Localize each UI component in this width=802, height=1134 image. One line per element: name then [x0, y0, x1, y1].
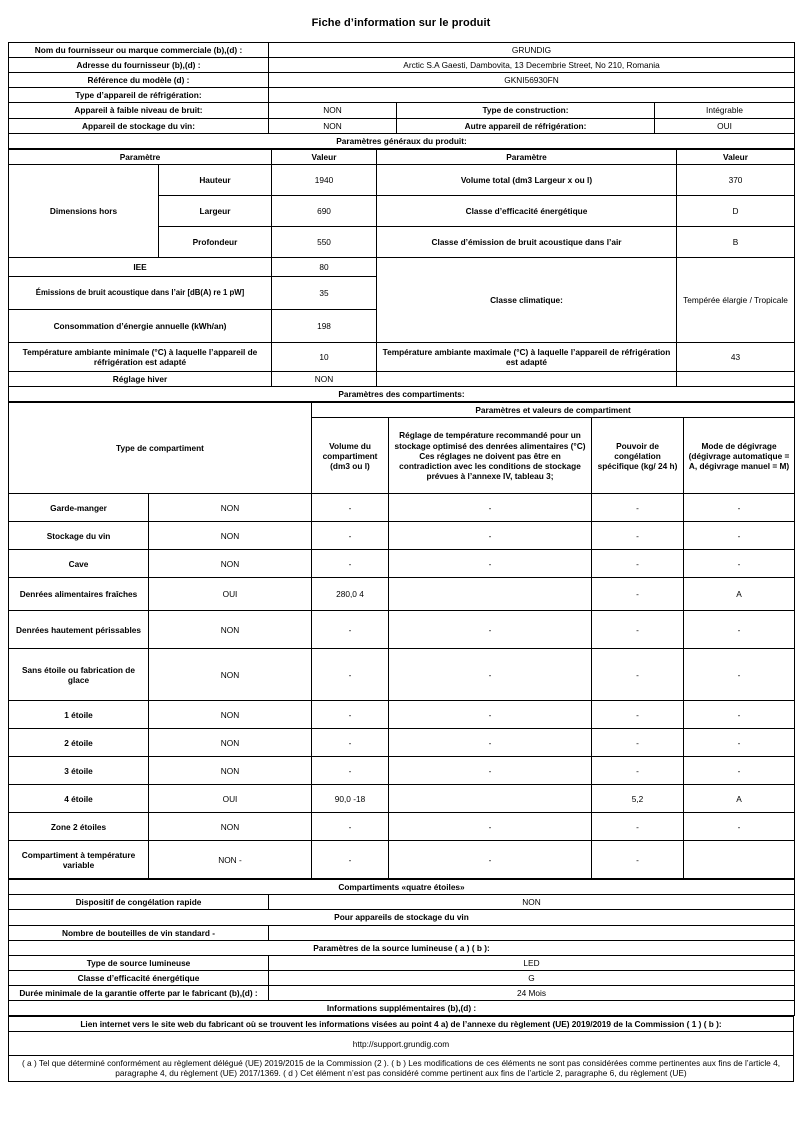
wine-bottles-value: [269, 925, 795, 940]
compartment-type-cell: Garde-manger: [9, 494, 149, 522]
table-row: [9, 133, 795, 148]
compartment-temperature-cell: -: [389, 841, 592, 879]
compartment-defrost-cell: -: [684, 701, 795, 729]
table-row: [9, 257, 795, 276]
compartment-type-cell: 2 étoile: [9, 729, 149, 757]
compartment-present-cell: OUI: [149, 578, 312, 611]
acoustic-noise-label: Émissions de bruit acoustique dans l’air [dB(A) re 1 pW]: [9, 276, 272, 309]
climate-class-value: Tempérée élargie / Tropicale: [677, 257, 795, 342]
light-source-section-title: Paramètres de la source lumineuse ( a ) ( b ):: [9, 940, 795, 955]
table-row: [9, 342, 795, 371]
table-row: [9, 880, 795, 895]
compartment-defrost-cell: -: [684, 729, 795, 757]
table-row: [9, 729, 795, 757]
compartment-present-cell: NON -: [149, 841, 312, 879]
compartments-table: [8, 402, 795, 879]
warranty-label: Durée minimale de la garantie offerte par le fabricant (b),(d) :: [9, 985, 269, 1000]
table-row: [9, 1056, 794, 1081]
compartment-volume-cell: -: [312, 649, 389, 701]
compartment-temperature-cell: -: [389, 522, 592, 550]
compartment-temperature-cell: -: [389, 611, 592, 649]
table-row: [9, 841, 795, 879]
iee-value: 80: [272, 257, 377, 276]
compartment-present-cell: NON: [149, 649, 312, 701]
table-row: [9, 985, 795, 1000]
table-row: [9, 73, 795, 88]
compartment-type-cell: 4 étoile: [9, 785, 149, 813]
compartment-type-cell: Sans étoile ou fabrication de glace: [9, 649, 149, 701]
depth-value: 550: [272, 226, 377, 257]
compartment-freezing-cell: -: [592, 578, 684, 611]
footnotes-text: ( a ) Tel que déterminé conformément au règlement délégué (UE) 2019/2015 de la Commission (2 ). ( b ) Les modifications de ces éléments ne sont pas considérées comme pertinentes aux fins de l’article 4, paragraphe 4, du règlement (UE) 2017/1369. ( d ) Cet élément n’est pas considéré comme pertinent aux fins de l’article 2, paragraphe 6, du règlement (UE): [9, 1056, 794, 1081]
winter-setting-spacer-right: [677, 371, 795, 386]
compartment-values-group-header: Paramètres et valeurs de compartiment: [312, 403, 795, 418]
table-row: [9, 895, 795, 910]
compartment-defrost-cell: A: [684, 785, 795, 813]
compartment-temperature-cell: -: [389, 494, 592, 522]
table-row: [9, 494, 795, 522]
table-row: [9, 403, 795, 418]
fast-freeze-value: NON: [269, 895, 795, 910]
table-row: [9, 1001, 795, 1016]
manufacturer-link-value[interactable]: http://support.grundig.com: [9, 1032, 794, 1056]
noise-class-label: Classe d’émission de bruit acoustique dans l’air: [377, 226, 677, 257]
winter-setting-label: Réglage hiver: [9, 371, 272, 386]
noise-class-value: B: [677, 226, 795, 257]
annual-energy-label: Consommation d’énergie annuelle (kWh/an): [9, 309, 272, 342]
compartment-temperature-cell: -: [389, 550, 592, 578]
compartment-present-cell: NON: [149, 522, 312, 550]
compartment-volume-cell: 90,0 -18: [312, 785, 389, 813]
max-ambient-temp-label: Température ambiante maximale (°C) à laquelle l’appareil de réfrigération est adapté: [377, 342, 677, 371]
compartment-volume-cell: -: [312, 550, 389, 578]
table-row: [9, 955, 795, 970]
compartment-freezing-cell: -: [592, 550, 684, 578]
compartment-type-cell: Cave: [9, 550, 149, 578]
compartment-present-cell: NON: [149, 550, 312, 578]
additional-info-section-title: Informations supplémentaires (b),(d) :: [9, 1001, 795, 1016]
compartment-temperature-cell: -: [389, 757, 592, 785]
value-left-header: Valeur: [272, 149, 377, 164]
compartment-temperature-cell: -: [389, 649, 592, 701]
compartment-freezing-cell: -: [592, 729, 684, 757]
table-row: [9, 103, 795, 118]
table-row: [9, 649, 795, 701]
compartment-temperature-cell: -: [389, 729, 592, 757]
compartment-type-cell: Denrées alimentaires fraîches: [9, 578, 149, 611]
winter-setting-spacer-left: [377, 371, 677, 386]
table-row: [9, 164, 795, 195]
compartment-present-cell: NON: [149, 701, 312, 729]
table-row: [9, 1017, 794, 1032]
general-parameters-section-title: Paramètres généraux du produit:: [9, 133, 795, 148]
compartment-present-cell: NON: [149, 494, 312, 522]
compartment-freezing-cell: -: [592, 649, 684, 701]
compartments-section-title: Paramètres des compartiments:: [9, 386, 795, 401]
table-row: [9, 611, 795, 649]
construction-type-label: Type de construction:: [397, 103, 655, 118]
light-efficiency-label: Classe d’efficacité énergétique: [9, 970, 269, 985]
compartment-freezing-header: Pouvoir de congélation spécifique (kg/ 24 h): [592, 418, 684, 494]
winter-setting-value: NON: [272, 371, 377, 386]
table-row: [9, 522, 795, 550]
compartment-volume-cell: -: [312, 701, 389, 729]
table-row: [9, 925, 795, 940]
appliance-type-label: Type d’appareil de réfrigération:: [9, 88, 269, 103]
compartment-present-cell: NON: [149, 729, 312, 757]
table-row: [9, 88, 795, 103]
page-title: Fiche d’information sur le produit: [311, 17, 491, 29]
compartment-present-cell: NON: [149, 757, 312, 785]
warranty-value: 24 Mois: [269, 985, 795, 1000]
compartment-temperature-cell: [389, 578, 592, 611]
table-row: [9, 118, 795, 133]
compartment-type-header: Type de compartiment: [9, 403, 312, 494]
width-value: 690: [272, 195, 377, 226]
compartment-type-cell: Denrées hautement périssables: [9, 611, 149, 649]
compartment-freezing-cell: -: [592, 522, 684, 550]
compartment-temperature-cell: -: [389, 813, 592, 841]
supplier-name-label: Nom du fournisseur ou marque commerciale (b),(d) :: [9, 43, 269, 58]
table-row: [9, 550, 795, 578]
supplier-address-label: Adresse du fournisseur (b),(d) :: [9, 58, 269, 73]
compartment-defrost-cell: -: [684, 522, 795, 550]
compartment-defrost-cell: A: [684, 578, 795, 611]
param-left-header: Paramètre: [9, 149, 272, 164]
compartment-defrost-cell: -: [684, 649, 795, 701]
compartment-freezing-cell: -: [592, 494, 684, 522]
table-row: [9, 149, 795, 164]
compartment-defrost-cell: [684, 841, 795, 879]
compartment-type-cell: Zone 2 étoiles: [9, 813, 149, 841]
appliance-type-value: [269, 88, 795, 103]
table-row: [9, 910, 795, 925]
table-row: [9, 1032, 794, 1056]
manufacturer-link-header: Lien internet vers le site web du fabricant où se trouvent les informations visées au point 4 a) de l’annexe du règlement (UE) 2019/2019 de la Commission ( 1 ) ( b ):: [9, 1017, 794, 1032]
compartment-type-cell: 1 étoile: [9, 701, 149, 729]
compartment-volume-cell: -: [312, 494, 389, 522]
compartment-present-cell: OUI: [149, 785, 312, 813]
total-volume-value: 370: [677, 164, 795, 195]
table-row: [9, 371, 795, 386]
table-row: [9, 970, 795, 985]
general-parameters-table: [8, 149, 795, 402]
wine-storage-value: NON: [269, 118, 397, 133]
table-row: [9, 58, 795, 73]
wine-section-title: Pour appareils de stockage du vin: [9, 910, 795, 925]
compartment-defrost-cell: -: [684, 550, 795, 578]
compartment-freezing-cell: -: [592, 701, 684, 729]
climate-class-label: Classe climatique:: [490, 294, 563, 305]
total-volume-label: Volume total (dm3 Largeur x ou l): [377, 164, 677, 195]
compartment-type-cell: Stockage du vin: [9, 522, 149, 550]
manufacturer-link-table: [8, 1016, 794, 1081]
compartment-type-cell: Compartiment à température variable: [9, 841, 149, 879]
supplier-address-value: Arctic S.A Gaesti, Dambovita, 13 Decembrie Street, No 210, Romania: [269, 58, 795, 73]
compartment-freezing-cell: -: [592, 757, 684, 785]
annual-energy-value: 198: [272, 309, 377, 342]
model-reference-value: GKNI56930FN: [269, 73, 795, 88]
compartment-volume-cell: -: [312, 729, 389, 757]
table-row: [9, 578, 795, 611]
low-noise-label: Appareil à faible niveau de bruit:: [9, 103, 269, 118]
light-efficiency-value: G: [269, 970, 795, 985]
compartment-volume-cell: -: [312, 813, 389, 841]
table-row: [9, 757, 795, 785]
table-row: [9, 940, 795, 955]
climate-class-label-cell: [377, 257, 677, 342]
compartment-defrost-cell: -: [684, 611, 795, 649]
compartment-temperature-cell: -: [389, 701, 592, 729]
model-reference-label: Référence du modèle (d) :: [9, 73, 269, 88]
min-ambient-temp-label: Température ambiante minimale (°C) à laquelle l’appareil de réfrigération est adapté: [9, 342, 272, 371]
max-ambient-temp-value: 43: [677, 342, 795, 371]
value-right-header: Valeur: [677, 149, 795, 164]
energy-class-label: Classe d’efficacité énergétique: [377, 195, 677, 226]
table-row: [9, 43, 795, 58]
low-noise-value: NON: [269, 103, 397, 118]
compartment-type-cell: 3 étoile: [9, 757, 149, 785]
compartment-volume-header: Volume du compartiment (dm3 ou l): [312, 418, 389, 494]
light-source-type-label: Type de source lumineuse: [9, 955, 269, 970]
bottom-parameters-table: [8, 879, 795, 1016]
depth-label: Profondeur: [159, 226, 272, 257]
compartment-present-cell: NON: [149, 813, 312, 841]
height-value: 1940: [272, 164, 377, 195]
compartment-volume-cell: -: [312, 611, 389, 649]
table-row: [9, 785, 795, 813]
compartment-freezing-cell: 5,2: [592, 785, 684, 813]
compartment-volume-cell: -: [312, 757, 389, 785]
compartment-present-cell: NON: [149, 611, 312, 649]
compartment-temperature-header: Réglage de température recommandé pour un stockage optimisé des denrées alimentaires (°C) Ces réglages ne doivent pas être en contradiction avec les conditions de stockage prévues à l’annexe IV, tableau 3;: [389, 418, 592, 494]
compartment-volume-cell: -: [312, 522, 389, 550]
min-ambient-temp-value: 10: [272, 342, 377, 371]
compartment-volume-cell: 280,0 4: [312, 578, 389, 611]
other-refrigeration-value: OUI: [655, 118, 795, 133]
other-refrigeration-label: Autre appareil de réfrigération:: [397, 118, 655, 133]
compartment-defrost-cell: -: [684, 494, 795, 522]
fast-freeze-label: Dispositif de congélation rapide: [9, 895, 269, 910]
table-row: [9, 813, 795, 841]
acoustic-noise-value: 35: [272, 276, 377, 309]
width-label: Largeur: [159, 195, 272, 226]
supplier-name-value: GRUNDIG: [269, 43, 795, 58]
compartment-freezing-cell: -: [592, 813, 684, 841]
wine-bottles-label: Nombre de bouteilles de vin standard -: [9, 925, 269, 940]
energy-class-value: D: [677, 195, 795, 226]
compartment-freezing-cell: -: [592, 841, 684, 879]
wine-storage-label: Appareil de stockage du vin:: [9, 118, 269, 133]
construction-type-value: Intégrable: [655, 103, 795, 118]
iee-label: IEE: [9, 257, 272, 276]
supplier-identification-table: [8, 42, 795, 149]
compartment-temperature-cell: [389, 785, 592, 813]
table-row: [9, 386, 795, 401]
compartment-defrost-cell: -: [684, 813, 795, 841]
table-row: [9, 701, 795, 729]
param-right-header: Paramètre: [377, 149, 677, 164]
compartment-volume-cell: -: [312, 841, 389, 879]
compartment-freezing-cell: -: [592, 611, 684, 649]
dimensions-label: Dimensions hors: [9, 164, 159, 257]
height-label: Hauteur: [159, 164, 272, 195]
light-source-type-value: LED: [269, 955, 795, 970]
compartment-defrost-header: Mode de dégivrage (dégivrage automatique = A, dégivrage manuel = M): [684, 418, 795, 494]
four-star-section-title: Compartiments «quatre étoiles»: [9, 880, 795, 895]
compartment-defrost-cell: -: [684, 757, 795, 785]
